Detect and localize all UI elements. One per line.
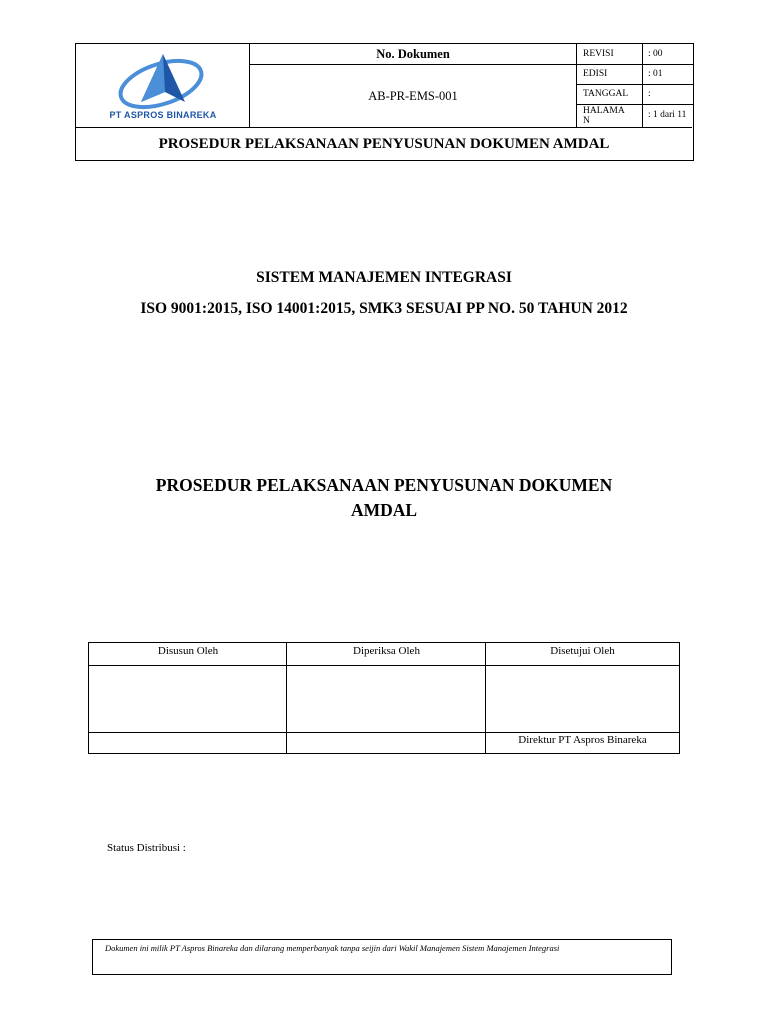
approval-name: Direktur PT Aspros Binareka	[518, 734, 647, 746]
approval-col-disusun	[89, 643, 287, 753]
main-title-line2: AMDAL	[350, 500, 418, 520]
approval-header: Disetujui Oleh	[550, 645, 615, 657]
document-header-table	[75, 43, 694, 161]
logo-cell	[76, 44, 250, 127]
system-standards: ISO 9001:2015, ISO 14001:2015, SMK3 SESUAI PP NO. 50 TAHUN 2012	[140, 300, 628, 317]
meta-value: : 1 dari 11	[648, 110, 687, 120]
doc-meta	[577, 44, 693, 127]
meta-value: : 01	[648, 69, 663, 79]
meta-key: TANGGAL	[577, 85, 643, 104]
meta-value: :	[648, 89, 651, 99]
approval-header: Diperiksa Oleh	[353, 645, 420, 657]
approval-table	[88, 642, 680, 754]
meta-row-halaman	[577, 105, 693, 127]
meta-value: : 00	[648, 49, 663, 59]
approval-name-divider	[89, 732, 679, 733]
header-title: PROSEDUR PELAKSANAAN PENYUSUNAN DOKUMEN AMDAL	[76, 127, 692, 160]
approval-header-divider	[89, 665, 679, 666]
meta-key: REVISI	[577, 44, 643, 64]
meta-row-edisi	[577, 65, 693, 85]
approval-header: Disusun Oleh	[157, 645, 219, 657]
main-title-line1: PROSEDUR PELAKSANAAN PENYUSUNAN DOKUMEN	[155, 475, 613, 495]
meta-row-revisi	[577, 44, 693, 65]
company-name: PT ASPROS BINAREKA	[109, 110, 217, 120]
doc-no-value: AB-PR-EMS-001	[250, 65, 577, 127]
meta-key: HALAMA N	[577, 105, 643, 127]
footer-note	[92, 939, 672, 975]
system-title: SISTEM MANAJEMEN INTEGRASI	[256, 269, 512, 286]
approval-col-diperiksa	[287, 643, 486, 753]
meta-row-tanggal	[577, 85, 693, 105]
status-distribusi: Status Distribusi :	[107, 842, 186, 854]
meta-key: EDISI	[577, 65, 643, 84]
footer-note-text: Dokumen ini milik PT Aspros Binareka dan dilarang memperbanyak tanpa seijin dari Wakil Manajemen Sistem Manajemen Integrasi	[105, 943, 560, 953]
company-logo-icon	[111, 52, 215, 110]
doc-no-label: No. Dokumen	[250, 44, 577, 65]
